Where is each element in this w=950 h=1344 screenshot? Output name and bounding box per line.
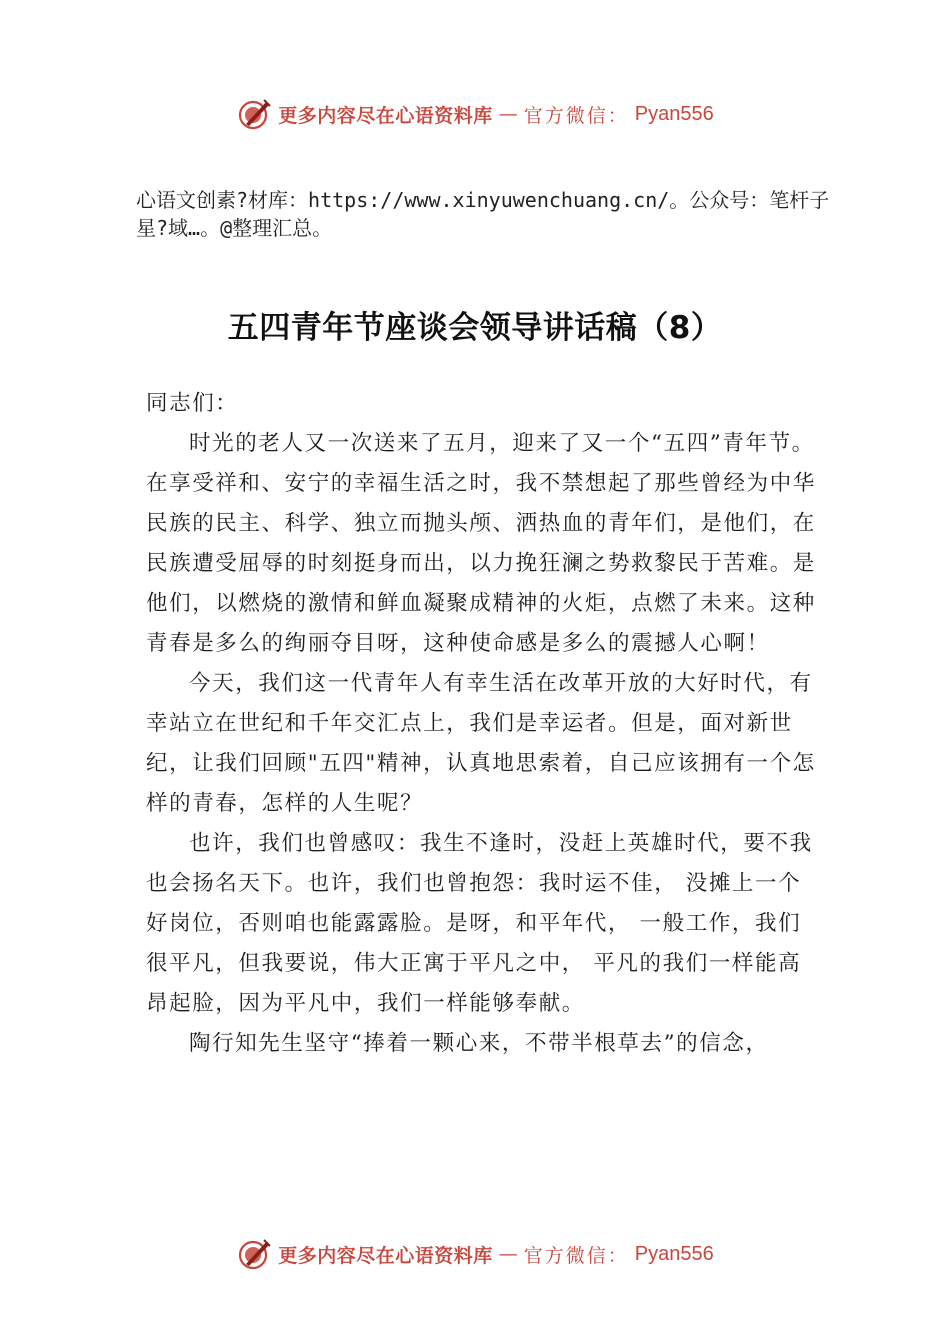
paragraph: 也许，我们也曾感叹：我生不逢时，没赶上英雄时代，要不我也会扬名天下。也许，我们也曾抱怨：我时运不佳， 没摊上一个好岗位，否则咱也能露露脸。是呀，和平年代， 一般工作，我们很平凡，但我要说，伟大正寓于平凡之中， 平凡的我们一样能高昂起脸，因为平凡中，我们一样能够奉献。 (146, 831, 813, 1016)
source-note: 心语文创素?材库：https://www.xinyuwenchuang.cn/。公众号：笔杆子星?域…。@整理汇总。 (136, 188, 830, 240)
banner-wechat-id: Pyan556 (634, 1242, 714, 1265)
header-banner (0, 92, 950, 136)
quill-pen-seal-icon (236, 96, 272, 132)
paragraph: 时光的老人又一次送来了五月，迎来了又一个“五四”青年节。在享受祥和、安宁的幸福生活之时，我不禁想起了那些曾经为中华民族的民主、科学、独立而抛头颅、洒热血的青年们，是他们，在民族遭受屈辱的时刻挺身而出，以力挽狂澜之势救黎民于苦难。是他们，以燃烧的激情和鲜血凝聚成精神的火炬，点燃了未来。这种青春是多么的绚丽夺目呀，这种使命感是多么的震撼人心啊！ (146, 431, 816, 656)
paragraph: 今天，我们这一代青年人有幸生活在改革开放的大好时代，有幸站立在世纪和千年交汇点上，我们是幸运者。但是，面对新世纪，让我们回顾"五四"精神，认真地思索着，自己应该拥有一个怎样的青春，怎样的人生呢？ (146, 671, 816, 816)
banner-slogan: 更多内容尽在心语资料库 (278, 1244, 493, 1267)
quill-pen-seal-icon (236, 1236, 272, 1272)
banner-wechat-label: 官方微信： (523, 1244, 629, 1267)
paragraph: 陶行知先生坚守“捧着一颗心来，不带半根草去”的信念， (189, 1031, 769, 1056)
footer-banner (0, 1232, 950, 1276)
banner-wechat-id: Pyan556 (634, 102, 714, 125)
banner-separator: — (498, 103, 518, 125)
banner-slogan: 更多内容尽在心语资料库 (278, 104, 493, 127)
salutation: 同志们： (146, 391, 239, 416)
banner-separator: — (498, 1243, 518, 1265)
document-body (146, 384, 816, 1064)
page-title: 五四青年节座谈会领导讲话稿（8） (227, 310, 723, 346)
banner-wechat-label: 官方微信： (523, 104, 629, 127)
